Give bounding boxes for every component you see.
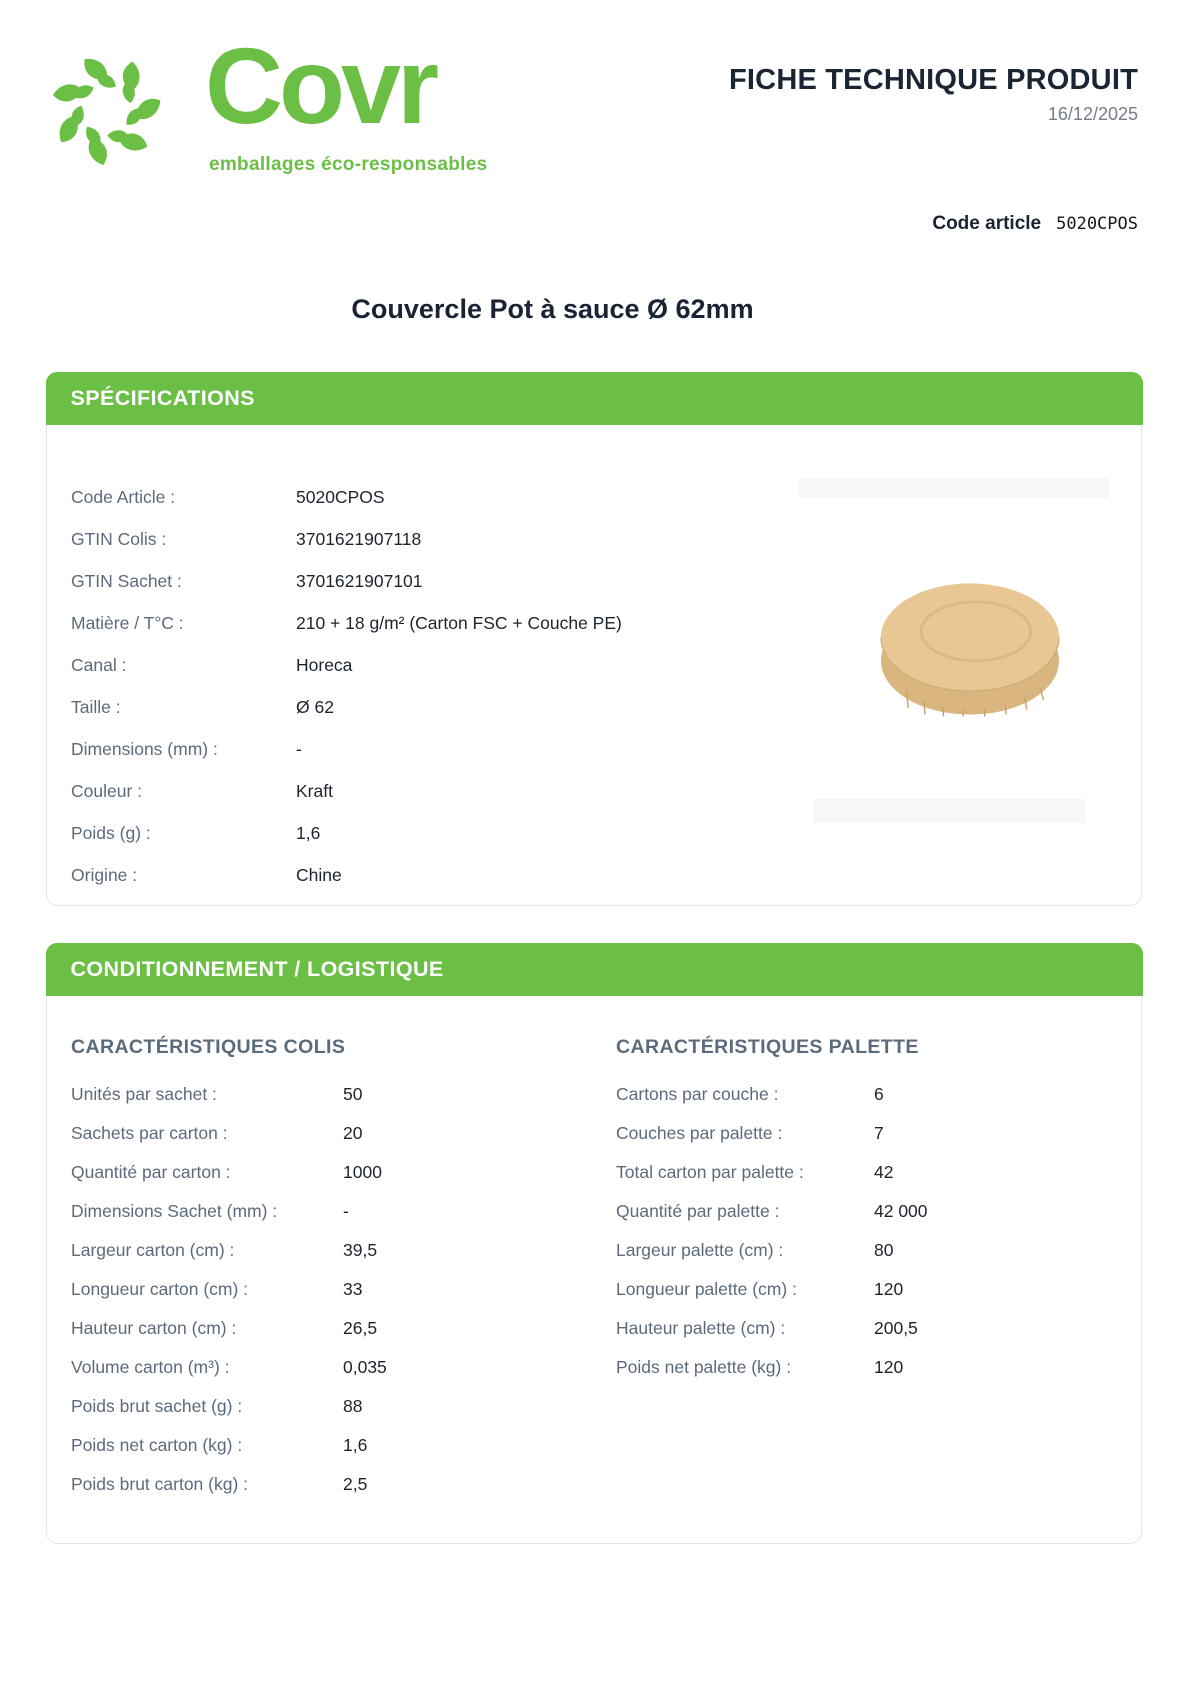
page-title: Couvercle Pot à sauce Ø 62mm [351,294,754,324]
colis-row [71,1387,572,1426]
document-title: FICHE TECHNIQUE PRODUIT [729,64,1138,96]
colis-label: Hauteur carton (cm) : [71,1317,237,1338]
palette-table [616,1075,1117,1387]
logistics-body [47,996,1141,1544]
document-header [729,64,1138,125]
colis-label: Quantité par carton : [71,1161,231,1182]
spec-label: Origine : [71,865,138,885]
palette-column-title: CARACTÉRISTIQUES PALETTE [616,1035,919,1058]
spec-value: 1,6 [296,823,321,843]
brand-logo [45,25,545,182]
palette-column [616,1036,1117,1504]
palette-label: Couches par palette : [616,1122,783,1143]
palette-label: Cartons par couche : [616,1083,779,1104]
code-article-value: 5020CPOS [1056,214,1138,234]
brand-name: Covr [205,25,436,146]
colis-label: Poids brut sachet (g) : [71,1395,243,1416]
colis-value: 39,5 [343,1239,378,1260]
specifications-card [46,372,1142,906]
colis-column [71,1036,572,1504]
colis-value: 2,5 [343,1473,368,1494]
logistics-section-header [46,943,1143,996]
palette-row [616,1270,1117,1309]
palette-label: Total carton par palette : [616,1161,804,1182]
spec-value: 210 + 18 g/m² (Carton FSC + Couche PE) [296,613,622,633]
spec-value: Ø 62 [296,697,334,717]
spec-value: 3701621907118 [296,529,422,549]
colis-value: 50 [343,1083,363,1104]
spec-value: 5020CPOS [296,487,385,507]
colis-row [71,1192,572,1231]
colis-row [71,1426,572,1465]
colis-value: 1000 [343,1161,382,1182]
photo-background-strip [813,799,1085,823]
spec-label: Canal : [71,655,127,675]
palette-row [616,1153,1117,1192]
colis-label: Poids net carton (kg) : [71,1434,243,1455]
spec-value: Chine [296,865,342,885]
colis-value: - [343,1200,349,1221]
palette-label: Quantité par palette : [616,1200,780,1221]
palette-value: 42 [874,1161,894,1182]
colis-label: Volume carton (m³) : [71,1356,230,1377]
spec-label: GTIN Sachet : [71,571,182,591]
brand-tagline: emballages éco-responsables [209,154,488,175]
palette-value: 120 [874,1356,904,1377]
spec-label: Matière / T°C : [71,613,184,633]
spec-value: Horeca [296,655,353,675]
spec-row [71,855,1117,897]
colis-value: 26,5 [343,1317,378,1338]
palette-row [616,1309,1117,1348]
palette-row [616,1348,1117,1387]
colis-row [71,1465,572,1504]
colis-label: Sachets par carton : [71,1122,228,1143]
product-image [799,478,1109,823]
colis-table [71,1075,572,1504]
palette-value: 80 [874,1239,894,1260]
code-article-line [932,213,1138,235]
colis-value: 1,6 [343,1434,368,1455]
specifications-section-header [46,372,1143,425]
logistics-columns [71,1036,1117,1504]
palette-value: 42 000 [874,1200,928,1221]
specifications-section-title: SPÉCIFICATIONS [70,385,255,410]
spec-label: Poids (g) : [71,823,151,843]
palette-row [616,1075,1117,1114]
spec-value: - [296,739,302,759]
spec-label: Taille : [71,697,121,717]
colis-value: 33 [343,1278,363,1299]
colis-row [71,1348,572,1387]
document-date: 16/12/2025 [1047,104,1138,124]
colis-label: Unités par sachet : [71,1083,217,1104]
photo-background-strip [799,478,1109,498]
palette-label: Longueur palette (cm) : [616,1278,797,1299]
colis-row [71,1270,572,1309]
colis-value: 0,035 [343,1356,387,1377]
palette-label: Poids net palette (kg) : [616,1356,792,1377]
colis-label: Dimensions Sachet (mm) : [71,1200,278,1221]
logistics-section-title: CONDITIONNEMENT / LOGISTIQUE [70,956,444,981]
spec-label: Dimensions (mm) : [71,739,218,759]
spec-label: GTIN Colis : [71,529,167,549]
spec-label: Code Article : [71,487,176,507]
colis-row [71,1309,572,1348]
colis-row [71,1075,572,1114]
colis-row [71,1153,572,1192]
palette-row [616,1192,1117,1231]
palette-row [616,1114,1117,1153]
colis-row [71,1114,572,1153]
palette-value: 6 [874,1083,884,1104]
colis-label: Longueur carton (cm) : [71,1278,249,1299]
colis-value: 88 [343,1395,363,1416]
code-article-label: Code article [932,213,1042,234]
kraft-lid-illustration [877,580,1063,718]
colis-column-title: CARACTÉRISTIQUES COLIS [71,1035,346,1058]
spec-value: Kraft [296,781,333,801]
colis-label: Poids brut carton (kg) : [71,1473,249,1494]
spec-value: 3701621907101 [296,571,423,591]
logistics-card [46,943,1142,1544]
leaf-circle-icon [45,46,167,174]
palette-value: 200,5 [874,1317,918,1338]
colis-label: Largeur carton (cm) : [71,1239,235,1260]
palette-row [616,1231,1117,1270]
colis-value: 20 [343,1122,363,1143]
spec-label: Couleur : [71,781,143,801]
palette-value: 7 [874,1122,884,1143]
palette-value: 120 [874,1278,904,1299]
palette-label: Largeur palette (cm) : [616,1239,784,1260]
palette-label: Hauteur palette (cm) : [616,1317,786,1338]
colis-row [71,1231,572,1270]
